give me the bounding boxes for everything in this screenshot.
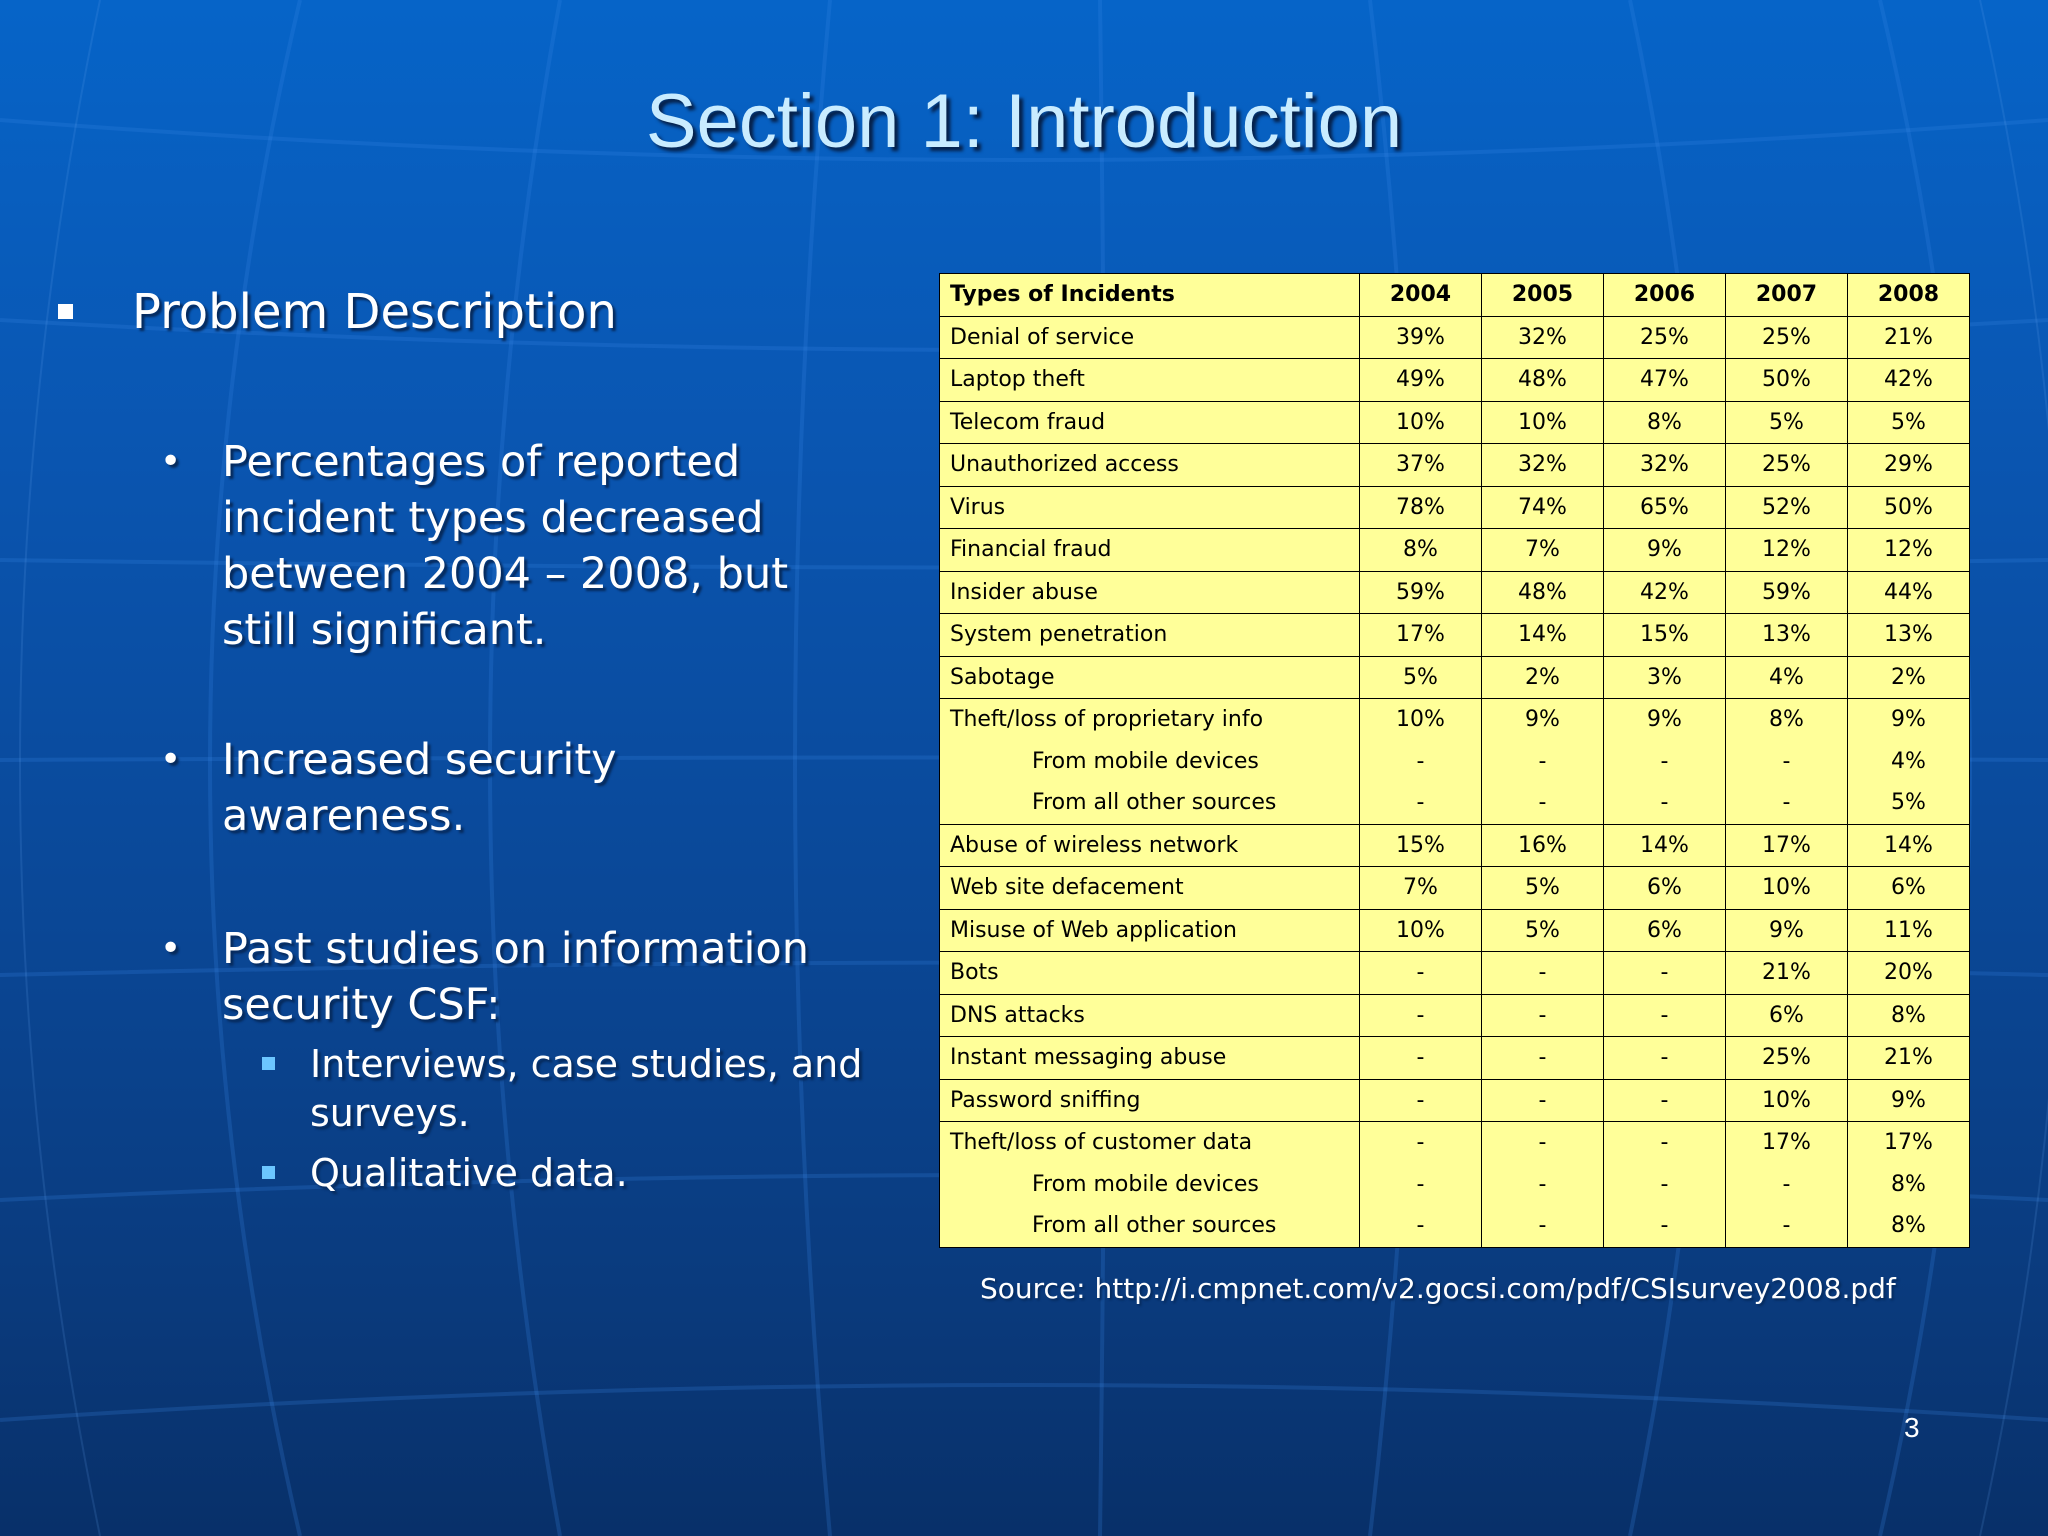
percentage-cell: 32% bbox=[1604, 444, 1726, 487]
percentage-cell: 13% bbox=[1726, 614, 1848, 657]
percentage-cell: 32% bbox=[1482, 316, 1604, 359]
percentage-cell: - bbox=[1726, 1164, 1848, 1206]
table-row bbox=[940, 529, 1970, 572]
percentage-cell: 29% bbox=[1848, 444, 1970, 487]
percentage-cell: - bbox=[1726, 741, 1848, 783]
percentage-cell: 25% bbox=[1726, 316, 1848, 359]
percentage-cell: 6% bbox=[1726, 994, 1848, 1037]
dot-bullet-icon: • bbox=[160, 928, 182, 969]
bullet-item-text: Past studies on information security CSF: bbox=[222, 924, 809, 1030]
percentage-cell: 8% bbox=[1848, 1205, 1970, 1247]
percentage-cell: 25% bbox=[1604, 316, 1726, 359]
percentage-cell: 6% bbox=[1604, 867, 1726, 910]
percentage-cell: 8% bbox=[1848, 1164, 1970, 1206]
percentage-cell: - bbox=[1360, 1079, 1482, 1122]
percentage-cell: 25% bbox=[1726, 444, 1848, 487]
incident-type-cell: Laptop theft bbox=[940, 359, 1360, 402]
percentage-cell: 10% bbox=[1360, 909, 1482, 952]
percentage-cell: - bbox=[1482, 741, 1604, 783]
percentage-cell: - bbox=[1360, 741, 1482, 783]
table-row bbox=[940, 486, 1970, 529]
percentage-cell: 14% bbox=[1482, 614, 1604, 657]
percentage-cell: - bbox=[1604, 1079, 1726, 1122]
percentage-cell: 5% bbox=[1482, 867, 1604, 910]
percentage-cell: 14% bbox=[1848, 824, 1970, 867]
percentage-cell: - bbox=[1604, 952, 1726, 995]
percentage-cell: 13% bbox=[1848, 614, 1970, 657]
percentage-cell: 12% bbox=[1726, 529, 1848, 572]
percentage-cell: 9% bbox=[1604, 529, 1726, 572]
percentage-cell: - bbox=[1726, 1205, 1848, 1247]
table-row bbox=[940, 1164, 1970, 1206]
dot-bullet-icon: • bbox=[160, 739, 182, 780]
percentage-cell: 5% bbox=[1360, 656, 1482, 699]
percentage-cell: 2% bbox=[1482, 656, 1604, 699]
column-header: 2008 bbox=[1848, 274, 1970, 317]
percentage-cell: 65% bbox=[1604, 486, 1726, 529]
incident-type-cell: From mobile devices bbox=[940, 1164, 1360, 1206]
percentage-cell: 21% bbox=[1848, 1037, 1970, 1080]
percentage-cell: 4% bbox=[1848, 741, 1970, 783]
percentage-cell: - bbox=[1604, 1122, 1726, 1164]
percentage-cell: 25% bbox=[1726, 1037, 1848, 1080]
percentage-cell: 9% bbox=[1604, 699, 1726, 741]
square-sub-bullet-icon bbox=[262, 1166, 275, 1179]
table-row bbox=[940, 1037, 1970, 1080]
table-body bbox=[940, 316, 1970, 1247]
percentage-cell: - bbox=[1726, 782, 1848, 824]
table-row bbox=[940, 1079, 1970, 1122]
percentage-cell: 11% bbox=[1848, 909, 1970, 952]
percentage-cell: 14% bbox=[1604, 824, 1726, 867]
percentage-cell: 37% bbox=[1360, 444, 1482, 487]
percentage-cell: 39% bbox=[1360, 316, 1482, 359]
table-row bbox=[940, 994, 1970, 1037]
incident-type-cell: Theft/loss of proprietary info bbox=[940, 699, 1360, 741]
percentage-cell: 10% bbox=[1360, 401, 1482, 444]
percentage-cell: 74% bbox=[1482, 486, 1604, 529]
incident-type-cell: Instant messaging abuse bbox=[940, 1037, 1360, 1080]
incident-type-cell: From all other sources bbox=[940, 1205, 1360, 1247]
incident-type-cell: Abuse of wireless network bbox=[940, 824, 1360, 867]
column-header: 2006 bbox=[1604, 274, 1726, 317]
incident-type-cell: Virus bbox=[940, 486, 1360, 529]
incident-type-cell: Misuse of Web application bbox=[940, 909, 1360, 952]
percentage-cell: - bbox=[1482, 1164, 1604, 1206]
percentage-cell: - bbox=[1604, 1164, 1726, 1206]
table-row bbox=[940, 571, 1970, 614]
percentage-cell: 5% bbox=[1848, 401, 1970, 444]
percentage-cell: - bbox=[1604, 994, 1726, 1037]
percentage-cell: - bbox=[1604, 741, 1726, 783]
source-citation: Source: http://i.cmpnet.com/v2.gocsi.com/pdf/CSIsurvey2008.pdf bbox=[980, 1272, 1896, 1305]
percentage-cell: 48% bbox=[1482, 571, 1604, 614]
table-row bbox=[940, 909, 1970, 952]
percentage-cell: - bbox=[1604, 1037, 1726, 1080]
percentage-cell: 3% bbox=[1604, 656, 1726, 699]
table-row bbox=[940, 952, 1970, 995]
percentage-cell: 42% bbox=[1604, 571, 1726, 614]
percentage-cell: 7% bbox=[1482, 529, 1604, 572]
incident-type-cell: Web site defacement bbox=[940, 867, 1360, 910]
incident-type-cell: Denial of service bbox=[940, 316, 1360, 359]
percentage-cell: 10% bbox=[1360, 699, 1482, 741]
percentage-cell: 10% bbox=[1482, 401, 1604, 444]
percentage-cell: 17% bbox=[1726, 824, 1848, 867]
percentage-cell: 9% bbox=[1848, 1079, 1970, 1122]
percentage-cell: - bbox=[1360, 782, 1482, 824]
percentage-cell: 9% bbox=[1726, 909, 1848, 952]
table-row bbox=[940, 782, 1970, 824]
incidents-table bbox=[939, 273, 1970, 1248]
percentage-cell: 32% bbox=[1482, 444, 1604, 487]
incident-type-cell: Password sniffing bbox=[940, 1079, 1360, 1122]
incident-type-cell: Bots bbox=[940, 952, 1360, 995]
percentage-cell: 9% bbox=[1848, 699, 1970, 741]
percentage-cell: - bbox=[1604, 782, 1726, 824]
table-row bbox=[940, 867, 1970, 910]
percentage-cell: 8% bbox=[1848, 994, 1970, 1037]
bullet-item-text: Increased security awareness. bbox=[222, 735, 617, 841]
table-row bbox=[940, 656, 1970, 699]
incident-type-cell: System penetration bbox=[940, 614, 1360, 657]
percentage-cell: - bbox=[1360, 1164, 1482, 1206]
square-sub-bullet-icon bbox=[262, 1057, 275, 1070]
bullet-item-text: Percentages of reported incident types decreased between 2004 – 2008, but still significant. bbox=[222, 437, 789, 655]
percentage-cell: 8% bbox=[1604, 401, 1726, 444]
percentage-cell: 10% bbox=[1726, 1079, 1848, 1122]
percentage-cell: - bbox=[1604, 1205, 1726, 1247]
percentage-cell: 52% bbox=[1726, 486, 1848, 529]
sub-bullet-text: Interviews, case studies, and surveys. bbox=[310, 1042, 863, 1135]
percentage-cell: 59% bbox=[1726, 571, 1848, 614]
table-row bbox=[940, 359, 1970, 402]
incident-type-cell: From all other sources bbox=[940, 782, 1360, 824]
incident-type-cell: Theft/loss of customer data bbox=[940, 1122, 1360, 1164]
table-row bbox=[940, 401, 1970, 444]
table-row bbox=[940, 614, 1970, 657]
percentage-cell: - bbox=[1360, 1205, 1482, 1247]
percentage-cell: 4% bbox=[1726, 656, 1848, 699]
percentage-cell: 44% bbox=[1848, 571, 1970, 614]
column-header: Types of Incidents bbox=[940, 274, 1360, 317]
table-row bbox=[940, 699, 1970, 741]
percentage-cell: 7% bbox=[1360, 867, 1482, 910]
percentage-cell: - bbox=[1482, 1079, 1604, 1122]
percentage-cell: 8% bbox=[1360, 529, 1482, 572]
percentage-cell: 78% bbox=[1360, 486, 1482, 529]
incident-type-cell: From mobile devices bbox=[940, 741, 1360, 783]
table-row bbox=[940, 1205, 1970, 1247]
percentage-cell: - bbox=[1360, 1037, 1482, 1080]
percentage-cell: - bbox=[1482, 952, 1604, 995]
incident-type-cell: DNS attacks bbox=[940, 994, 1360, 1037]
percentage-cell: - bbox=[1360, 994, 1482, 1037]
percentage-cell: 5% bbox=[1482, 909, 1604, 952]
bullet-heading-text: Problem Description bbox=[132, 284, 617, 340]
table-header-row bbox=[940, 274, 1970, 317]
percentage-cell: 21% bbox=[1848, 316, 1970, 359]
incidents-table-container bbox=[939, 273, 1970, 1248]
percentage-cell: - bbox=[1482, 1037, 1604, 1080]
percentage-cell: 5% bbox=[1848, 782, 1970, 824]
percentage-cell: 47% bbox=[1604, 359, 1726, 402]
percentage-cell: 59% bbox=[1360, 571, 1482, 614]
percentage-cell: - bbox=[1360, 952, 1482, 995]
percentage-cell: 17% bbox=[1726, 1122, 1848, 1164]
page-number: 3 bbox=[1904, 1412, 1920, 1443]
percentage-cell: - bbox=[1482, 782, 1604, 824]
percentage-cell: 8% bbox=[1726, 699, 1848, 741]
column-header: 2007 bbox=[1726, 274, 1848, 317]
table-row bbox=[940, 741, 1970, 783]
percentage-cell: 21% bbox=[1726, 952, 1848, 995]
percentage-cell: 10% bbox=[1726, 867, 1848, 910]
percentage-cell: 15% bbox=[1360, 824, 1482, 867]
percentage-cell: 48% bbox=[1482, 359, 1604, 402]
percentage-cell: 20% bbox=[1848, 952, 1970, 995]
percentage-cell: 17% bbox=[1848, 1122, 1970, 1164]
percentage-cell: 16% bbox=[1482, 824, 1604, 867]
percentage-cell: 2% bbox=[1848, 656, 1970, 699]
percentage-cell: - bbox=[1482, 994, 1604, 1037]
incident-type-cell: Sabotage bbox=[940, 656, 1360, 699]
percentage-cell: 50% bbox=[1848, 486, 1970, 529]
percentage-cell: 6% bbox=[1604, 909, 1726, 952]
table-row bbox=[940, 444, 1970, 487]
dot-bullet-icon: • bbox=[160, 441, 182, 482]
percentage-cell: 6% bbox=[1848, 867, 1970, 910]
percentage-cell: 5% bbox=[1726, 401, 1848, 444]
percentage-cell: 9% bbox=[1482, 699, 1604, 741]
percentage-cell: 50% bbox=[1726, 359, 1848, 402]
percentage-cell: 17% bbox=[1360, 614, 1482, 657]
percentage-cell: 42% bbox=[1848, 359, 1970, 402]
percentage-cell: 15% bbox=[1604, 614, 1726, 657]
incident-type-cell: Financial fraud bbox=[940, 529, 1360, 572]
incident-type-cell: Insider abuse bbox=[940, 571, 1360, 614]
incident-type-cell: Unauthorized access bbox=[940, 444, 1360, 487]
column-header: 2004 bbox=[1360, 274, 1482, 317]
slide-title: Section 1: Introduction bbox=[645, 79, 1403, 164]
sub-bullet-text: Qualitative data. bbox=[310, 1151, 628, 1195]
percentage-cell: - bbox=[1360, 1122, 1482, 1164]
column-header: 2005 bbox=[1482, 274, 1604, 317]
table-row bbox=[940, 1122, 1970, 1164]
table-row bbox=[940, 316, 1970, 359]
square-bullet-icon bbox=[58, 304, 73, 319]
table-row bbox=[940, 824, 1970, 867]
incident-type-cell: Telecom fraud bbox=[940, 401, 1360, 444]
percentage-cell: 12% bbox=[1848, 529, 1970, 572]
percentage-cell: - bbox=[1482, 1205, 1604, 1247]
percentage-cell: 49% bbox=[1360, 359, 1482, 402]
percentage-cell: - bbox=[1482, 1122, 1604, 1164]
